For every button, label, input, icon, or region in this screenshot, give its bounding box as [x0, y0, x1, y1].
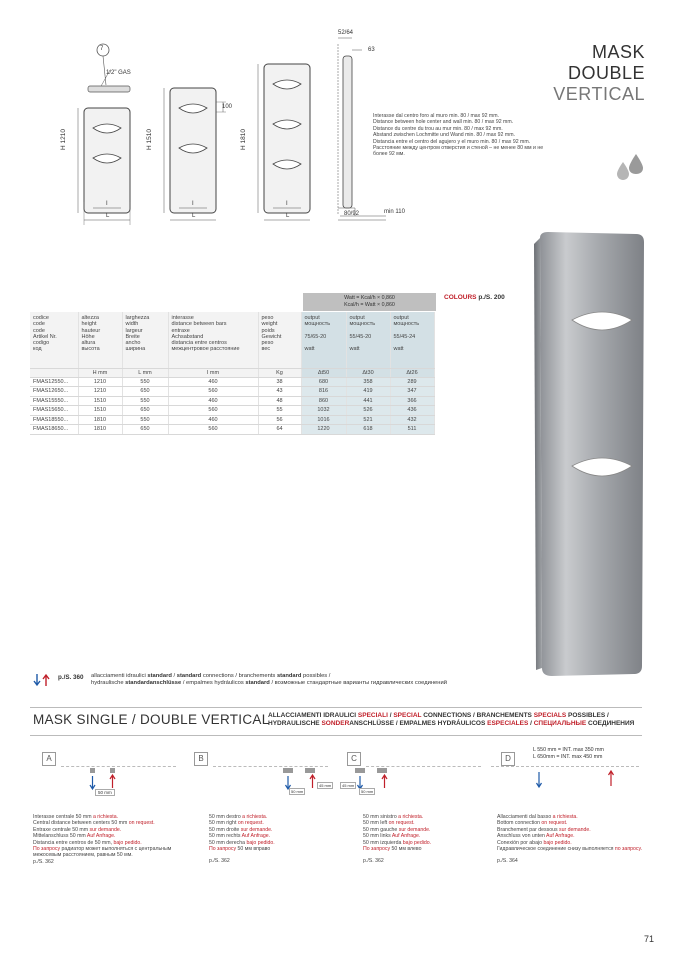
- side-min-dim: min 110: [384, 209, 405, 215]
- option-c-line: [366, 766, 481, 767]
- option-text-segment: По запросу: [33, 846, 61, 853]
- height-label-2: H 1510: [146, 129, 153, 150]
- option-d-label: D: [501, 752, 515, 766]
- dim-100: 100: [222, 104, 233, 110]
- special-heading-segment: СПЕЦИАЛЬНЫЕ: [533, 720, 587, 727]
- option-text-segment: Mittelanschluss 50 mm: [33, 833, 87, 840]
- option-text-segment: Entraxe centrale 50 mm: [33, 826, 90, 833]
- option-text-segment: 50 mm links: [363, 833, 392, 840]
- option-d-pipes: [531, 770, 621, 800]
- option-text-segment: межосевым расстоянием, равным 50 мм.: [33, 852, 133, 859]
- option-text-segment: a richiesta.: [92, 814, 119, 820]
- special-heading-segment: /: [528, 720, 534, 727]
- side-top-dim: 52/64: [338, 30, 354, 36]
- option-d-line: [491, 766, 639, 767]
- colours-label: COLOURS: [444, 294, 477, 301]
- flow-arrows-icon: [33, 672, 51, 688]
- special-heading-segment: POSSIBLES /: [566, 712, 609, 719]
- special-heading-segment: SONDER: [321, 720, 350, 727]
- option-b-line: [213, 766, 328, 767]
- option-text-segment: По запросу: [363, 846, 391, 853]
- special-heading-segment: ALLACCIAMENTI IDRAULICI: [268, 712, 358, 719]
- dim-l-3: L: [286, 213, 290, 219]
- colours-ref: [444, 294, 505, 301]
- water-drops-icon: [614, 152, 646, 184]
- option-text-segment: bajo pedido.: [543, 839, 572, 846]
- option-text-segment: sur demande.: [398, 826, 431, 833]
- title-line-1: MASK: [591, 42, 645, 62]
- option-text-segment: Auf Anfrage.: [391, 833, 421, 840]
- option-text-segment: Allacciamenti dal basso: [497, 814, 553, 820]
- option-text-segment: По запросу: [209, 846, 237, 853]
- option-text-segment: sur demande.: [559, 826, 591, 833]
- option-c-description: 50 mm sinistro a richiesta. 50 mm left on request. 50 mm gauche sur demande. 50 mm links Auf Anfrage. 50 mm izquierda bajo pedido. По запросу 50 мм влево p./S. 362: [363, 814, 493, 865]
- header-cell-width: larghezza width largeur Breite ancho ширина: [122, 312, 168, 368]
- dim-i-2: I: [192, 201, 194, 207]
- table-row: FMAS12550... 1210 550 460 38 680 358 289: [30, 377, 434, 387]
- header-cell-height: altezza height hauteur Höhe altura высота: [78, 312, 122, 368]
- options-diagrams: [33, 748, 643, 810]
- header-cell-weight: peso weight poids Gewicht peso вес: [258, 312, 301, 368]
- watt-formula: Watt = Kcal/h × 0,860 Kcal/h = Watt × 0,860: [303, 293, 436, 311]
- option-a-description: Interasse centrale 50 mm a richiesta. Central distance between centers 50 mm on request. Entraxe centrale 50 mm sur demande. Mittelanschluss 50 mm Auf Anfrage. Distancia entre centros de 50 mm, bajo pedido. По запросу радиатор может выполняться с центральным межосевым расстоянием, равным 50 мм. p./S. 362: [33, 814, 183, 865]
- option-description-line: [497, 846, 647, 852]
- option-text-segment: Branchement par dessous: [497, 826, 559, 833]
- table-row: FMAS18550... 1810 550 460 56 1016 521 432: [30, 415, 434, 425]
- option-c-label: C: [347, 752, 361, 766]
- title-line-2: DOUBLE: [567, 63, 645, 83]
- option-text-segment: bajo pedido.: [246, 839, 275, 846]
- spec-table: [30, 312, 435, 435]
- option-text-segment: a richiesta.: [552, 814, 578, 820]
- special-heading-segment: HYDRAULISCHE: [268, 720, 322, 727]
- option-description-line: [209, 846, 339, 852]
- option-text-segment: a richiesta.: [242, 814, 268, 820]
- option-text-segment: Distancia entre centros de 50 mm,: [33, 839, 114, 846]
- option-d-description: Allacciamenti dal basso a richiesta. Bottom connection on request. Branchement par dessous sur demande. Anschluss von unten Auf Anfrage. Conexión por abajo bajo pedido. Гидравлическое соединение снизу выполняется по запросу. p./S. 364: [497, 814, 647, 865]
- dim-l-1: L: [106, 213, 110, 219]
- option-text-segment: 50 mm izquierda: [363, 839, 403, 846]
- option-text-segment: Bottom connection: [497, 820, 542, 827]
- special-heading-segment: /: [387, 712, 394, 719]
- option-text-segment: Conexión por abajo: [497, 839, 544, 846]
- height-label-1: H 1210: [60, 129, 67, 150]
- option-text-segment: радиатор может выполняться с центральным: [60, 846, 172, 853]
- special-heading-segment: ESPECIALES: [487, 720, 529, 727]
- special-heading-segment: SPECIALS: [533, 712, 567, 719]
- option-text-segment: sur demande.: [240, 826, 273, 833]
- option-description-line: [363, 846, 493, 852]
- option-b-label: B: [194, 752, 208, 766]
- dim-i-1: I: [106, 201, 108, 207]
- section-title: MASK SINGLE / DOUBLE VERTICAL: [33, 712, 270, 727]
- special-heading-segment: СОЕДИНЕНИЯ: [586, 720, 635, 727]
- header-cell-output-3: output мощность 55/45-24 watt: [390, 312, 434, 368]
- option-text-segment: bajo pedido.: [402, 839, 432, 846]
- side-bottom-dim: 80/92: [344, 211, 360, 217]
- table-header-row: [30, 312, 434, 368]
- option-text-segment: Central distance between centers 50 mm: [33, 820, 129, 827]
- colours-page: p./S. 200: [478, 294, 505, 301]
- option-text-segment: 50 mm gauche: [363, 826, 399, 833]
- table-row: FMAS18650... 1810 650 560 64 1220 618 511: [30, 425, 434, 435]
- standard-conn-text: allacciamenti idraulici standard / standard connections / branchements standard possibles / hydraulische standardanschlüsse / empalmes hydráulicos standard / возможные стандартные варианты гидравлических соединений: [91, 673, 447, 687]
- height-label-3: H 1810: [240, 129, 247, 150]
- dim-i-3: I: [286, 201, 288, 207]
- special-heading-segment: SPECIAL: [393, 712, 422, 719]
- option-text-segment: 50 мм вправо: [236, 846, 271, 853]
- special-connections-heading: [268, 712, 634, 728]
- option-a-line: [61, 766, 176, 767]
- option-text-segment: 50 mm droite: [209, 826, 241, 833]
- option-c-dim2: 45 mm: [342, 783, 355, 788]
- special-heading-segment: SPECIALI: [357, 712, 388, 719]
- table-row: FMAS12650... 1210 650 560 43 816 419 347: [30, 387, 434, 397]
- table-units-row: H mm L mm I mm Kg Δt50 Δt30 Δt26: [30, 368, 434, 377]
- radiator-product-image: [532, 228, 652, 678]
- option-text-segment: sur demande.: [89, 826, 122, 833]
- option-text-segment: по запросу.: [614, 846, 643, 853]
- option-text-segment: Interasse centrale 50 mm: [33, 814, 93, 820]
- option-text-segment: 50 мм влево: [390, 846, 422, 853]
- option-text-segment: 50 mm rechts: [209, 833, 242, 840]
- header-cell-distance: interasse distance between bars entraxe Achsabstand distancia entre centros межцентровое расстояние: [168, 312, 258, 368]
- header-cell-output-2: output мощность 55/45-20 watt: [346, 312, 390, 368]
- option-b-dim: 50 mm: [291, 789, 304, 794]
- option-text-segment: Auf Anfrage.: [546, 833, 575, 840]
- special-heading-segment: ANSCHLÜSSE / EMPALMES HYDRÁULICOS: [349, 720, 488, 727]
- option-text-segment: 50 mm sinistro: [363, 814, 399, 820]
- side-63-dim: 63: [368, 47, 375, 53]
- option-text-segment: Гидравлическое соединение снизу выполняется: [497, 846, 615, 853]
- table-row: FMAS15650... 1510 650 560 55 1032 526 436: [30, 406, 434, 416]
- option-text-segment: Auf Anfrage.: [241, 833, 271, 840]
- option-b-dim2: 45 mm: [319, 783, 332, 788]
- option-text-segment: 50 mm right: [209, 820, 238, 827]
- gas-num: 7: [100, 46, 104, 52]
- option-text-segment: on request.: [128, 820, 155, 827]
- option-text-segment: 50 mm derecha: [209, 839, 247, 846]
- option-text-segment: a richiesta.: [398, 814, 424, 820]
- option-text-segment: 50 mm destro: [209, 814, 243, 820]
- option-text-segment: bajo pedido.: [113, 839, 142, 846]
- header-cell-code: codice code code Artikel Nr. codigo код: [30, 312, 78, 368]
- distance-note: Interasse dal centro foro al muro min. 80 / max 92 mm. Distance between hole center and wall min. 80 / max 92 mm. Distance du centre du trou au mur min. 80 / max 92 mm. Abstand zwischen Lochmitte und Wand min. 80 / max 92 mm. Distancia entre el centro del agujero y el muro min. 80 / max 92 mm. Расстояние между центром отверстия и стеной – не менее 80 мм и не более 92 мм.: [373, 113, 544, 158]
- section-divider-top: [30, 707, 642, 708]
- option-a-label: A: [42, 752, 56, 766]
- option-text-segment: Auf Anfrage.: [86, 833, 116, 840]
- title-line-3: VERTICAL: [553, 84, 645, 104]
- option-text-segment: on request.: [541, 820, 568, 827]
- special-heading-segment: CONNECTIONS / BRANCHEMENTS: [421, 712, 534, 719]
- table-row: FMAS15550... 1510 550 460 48 860 441 366: [30, 396, 434, 406]
- standard-conn-ref: p./S. 360: [58, 674, 84, 681]
- option-b-description: 50 mm destro a richiesta. 50 mm right on request. 50 mm droite sur demande. 50 mm rechts Auf Anfrage. 50 mm derecha bajo pedido. По запросу 50 мм вправо p./S. 362: [209, 814, 339, 865]
- dim-l-2: L: [192, 213, 196, 219]
- option-text-segment: on request.: [388, 820, 415, 827]
- gas-label: 1/2" GAS: [106, 70, 131, 76]
- option-d-dims: L 550 mm = INT. max 350 mm L 650mm = INT. max 450 mm: [533, 747, 604, 760]
- page-title: [553, 42, 645, 105]
- option-text-segment: Anschluss von unten: [497, 833, 547, 840]
- option-text-segment: on request.: [237, 820, 264, 827]
- option-c-dim: 50 mm: [361, 789, 374, 794]
- header-cell-output-1: output мощность 75/65-20 watt: [301, 312, 346, 368]
- page-number: 71: [643, 934, 654, 944]
- option-a-dim: 50 mm: [95, 789, 115, 796]
- section-divider-bottom: [30, 735, 642, 736]
- option-text-segment: 50 mm left: [363, 820, 389, 827]
